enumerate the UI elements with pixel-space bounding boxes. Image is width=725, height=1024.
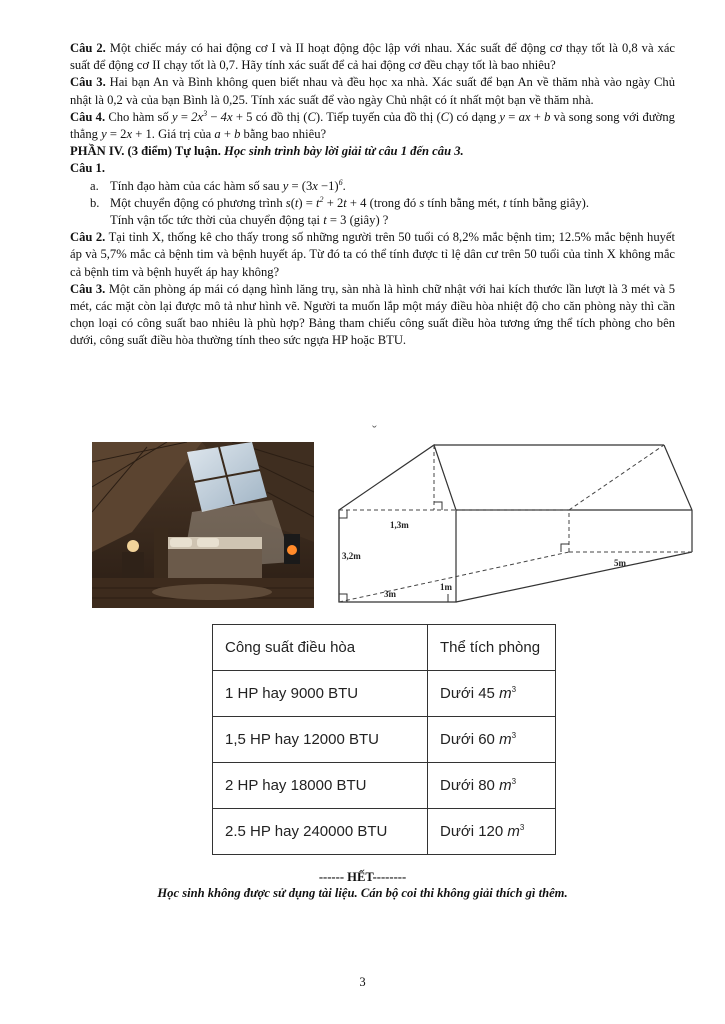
label-3-2m: 3,2m	[342, 551, 361, 561]
exam-note: Học sinh không được sử dụng tài liệu. Cán bộ coi thi không giải thích gì thêm.	[157, 886, 568, 900]
prism-room-diagram	[324, 420, 694, 615]
question-text: có dạng	[456, 109, 497, 124]
sub-item-label: a.	[90, 178, 99, 193]
question-label: Câu 2.	[70, 41, 106, 55]
table-row	[213, 671, 556, 717]
formula-graph: (C)	[436, 109, 454, 124]
sub-item-b	[90, 195, 675, 212]
question-text: Cho hàm số	[108, 109, 169, 124]
formula-time: t = 3	[323, 213, 347, 228]
question-text: . Tiếp tuyến của đồ thị	[320, 109, 434, 124]
cell-volume: Dưới 120 $m^3$	[428, 809, 556, 855]
floor-edge	[456, 552, 692, 602]
cell-power: 1,5 HP hay 12000 BTU	[213, 717, 428, 763]
cell-power: 1 HP hay 9000 BTU	[213, 671, 428, 717]
question-text: và song song với đường thẳng	[70, 109, 675, 142]
cell-power: 2.5 HP hay 240000 BTU	[213, 809, 428, 855]
hidden-edge	[569, 445, 664, 510]
sub-item-text: tính bằng giây).	[509, 195, 589, 210]
cell-volume: Dưới 45 $m^3$	[428, 671, 556, 717]
page-number: 3	[359, 975, 366, 989]
sub-item-label: b.	[90, 195, 100, 210]
question-3	[70, 74, 675, 108]
var-t: t	[502, 195, 507, 210]
var-s: s	[419, 195, 425, 210]
cell-volume: Dưới 60 $m^3$	[428, 717, 556, 763]
formula-function: $y = 2x^3 - 4x + 5$	[171, 108, 253, 124]
exam-page	[70, 40, 675, 350]
sub-item-a: a. Tính đạo hàm của các hàm số sau $y = (3x -1)^6$.	[90, 178, 675, 195]
cell-power: 2 HP hay 18000 BTU	[213, 763, 428, 809]
scan-mark: ˇ	[372, 424, 377, 439]
ac-reference-table	[212, 624, 556, 855]
formula-sum: a + b	[214, 127, 241, 142]
question-text: . Giá trị của	[151, 127, 212, 142]
label-3m: 3m	[384, 589, 396, 599]
label-1-3m: 1,3m	[390, 520, 409, 530]
formula-motion: $s(t) = t^2 + 2t + 4$	[285, 194, 367, 210]
question-label: Câu 3.	[70, 281, 106, 296]
end-marker: ------ HẾT--------	[318, 870, 407, 884]
formula-line: y = 2x + 1	[101, 127, 152, 142]
sub-item-text: Tính vận tốc tức thời của chuyển động tại	[110, 213, 321, 228]
attic-room-photo	[92, 442, 314, 608]
label-5m: 5m	[614, 558, 626, 568]
label-1m: 1m	[440, 582, 452, 592]
sub-item-b-continued	[90, 212, 675, 229]
sub-item-text: (giây) ?	[349, 213, 389, 228]
question-label: Câu 3.	[70, 75, 106, 90]
question-text: bằng bao nhiêu?	[243, 127, 327, 142]
formula-graph: (C)	[303, 109, 321, 124]
hidden-edge	[339, 552, 569, 602]
sub-item-text: Một chuyển động có phương trình	[110, 195, 283, 210]
question-text: Một chiếc máy có hai động cơ I và II hoạt động độc lập với nhau. Xác suất để động cơ thạy tốt là 0,8 và xác suất để động cơ II chạy tốt là 0,7. Hãy tính xác suất để cả hai động cơ đều chạy tốt là bao nhiêu?	[70, 41, 675, 73]
essay-3	[70, 281, 675, 350]
formula-tangent: y = ax + b	[499, 109, 551, 124]
table-header-row	[213, 625, 556, 671]
question-text: có đồ thị	[255, 109, 300, 124]
question-label: Câu 2.	[70, 230, 106, 245]
formula-derivative: $y = (3x -1)^6$	[282, 177, 343, 193]
question-4	[70, 109, 675, 143]
part-4-heading	[70, 143, 675, 160]
question-2	[70, 40, 675, 74]
question-label: Câu 4.	[70, 109, 106, 124]
back-roof-edge	[664, 445, 692, 510]
table-row	[213, 763, 556, 809]
essay-1-label: Câu 1.	[70, 161, 105, 176]
question-text: Tại tỉnh X, thống kê cho thấy trong số những người trên 50 tuổi có 8,2% mắc bệnh tim; 12.5% mắc bệnh huyết áp và 5,7% mắc cả bệnh tim và bệnh huyết áp. Từ đó ta có thể tính được tỉ lệ dân cư trên 50 tuổi của tỉnh X không mắc cả bệnh tim và bệnh huyết áp hay không?	[70, 230, 676, 279]
cell-volume: Dưới 80 $m^3$	[428, 763, 556, 809]
sub-item-text: (trong đó	[369, 195, 417, 210]
table-row	[213, 809, 556, 855]
section-instruction: Học sinh trình bày lời giải từ câu 1 đến câu 3.	[224, 144, 464, 159]
question-text: Một căn phòng áp mái có dạng hình lăng trụ, sàn nhà là hình chữ nhật với hai kích thước lần lượt là 3 mét và 5 mét, các mặt còn lại được mô tả như hình vẽ. Người ta muốn lắp một máy điều hòa nhiệt độ cho căn phòng này thì cần chọn loại có công suất bao nhiêu là phù hợp? Bảng tham chiếu công suất điều hòa tương ứng thể tích phòng cho bên dưới, công suất điều hòa thường tính theo sức ngựa HP hoặc BTU.	[70, 281, 675, 348]
essay-1-items	[90, 178, 675, 230]
header-power: Công suất điều hòa	[213, 625, 428, 671]
essay-2	[70, 229, 675, 281]
section-heading: PHẦN IV. (3 điểm) Tự luận.	[70, 144, 221, 159]
header-volume: Thể tích phòng	[428, 625, 556, 671]
question-text: Hai bạn An và Bình không quen biết nhau và đều học xa nhà. Xác suất để bạn An về thăm nhà vào ngày Chủ nhật là 0,2 và của bạn Bình là 0,25. Tính xác suất để vào ngày Chủ nhật có ít nhất một bạn về thăm nhà.	[70, 75, 675, 107]
figure-row	[92, 420, 682, 615]
sub-item-text: Tính đạo hàm của các hàm số sau	[110, 178, 280, 193]
sub-item-text: tính bằng mét,	[427, 195, 500, 210]
table-row	[213, 717, 556, 763]
